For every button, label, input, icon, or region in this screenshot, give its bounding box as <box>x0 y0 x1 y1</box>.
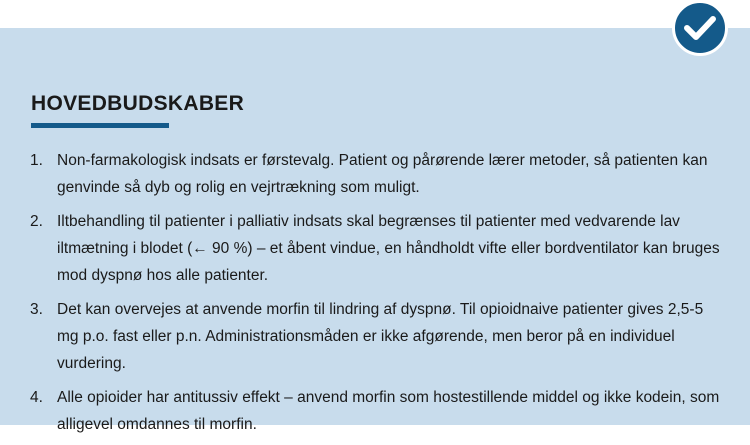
box-title: HOVEDBUDSKABER <box>31 92 245 115</box>
list-item <box>30 384 720 438</box>
item-number: 3. <box>30 301 43 318</box>
top-margin <box>0 0 750 28</box>
item-number: 4. <box>30 389 43 406</box>
item-text: Iltbehandling til patienter i palliativ indsats skal begrænses til patienter med vedvarende lav iltmætning i blodet (← 90 %) – et åbent vindue, en håndholdt vifte eller bordventilator kan bruges mod dyspnø hos alle patienter. <box>57 213 720 284</box>
checkmark-icon <box>672 0 728 56</box>
list-item <box>30 296 720 377</box>
item-text: Alle opioider har antitussiv effekt – anvend morfin som hostestillende middel og ikke kodein, som alligevel omdannes til morfin. <box>57 389 720 433</box>
list-item <box>30 208 720 289</box>
item-text: Det kan overvejes at anvende morfin til lindring af dyspnø. Til opioidnaive patienter gives 2,5-5 mg p.o. fast eller p.n. Administrationsmåden er ikke afgørende, men beror på en individuel vurdering. <box>57 301 704 372</box>
key-messages-box <box>0 28 750 433</box>
checkmark-glyph <box>684 15 716 41</box>
list-item <box>30 147 720 201</box>
item-number: 1. <box>30 152 43 169</box>
key-messages-list <box>30 147 720 445</box>
title-underline <box>31 123 169 128</box>
item-text: Non-farmakologisk indsats er førstevalg. Patient og pårørende lærer metoder, så patienten kan genvinde så dyb og rolig en vejrtrækning som muligt. <box>57 152 708 196</box>
item-number: 2. <box>30 213 43 230</box>
